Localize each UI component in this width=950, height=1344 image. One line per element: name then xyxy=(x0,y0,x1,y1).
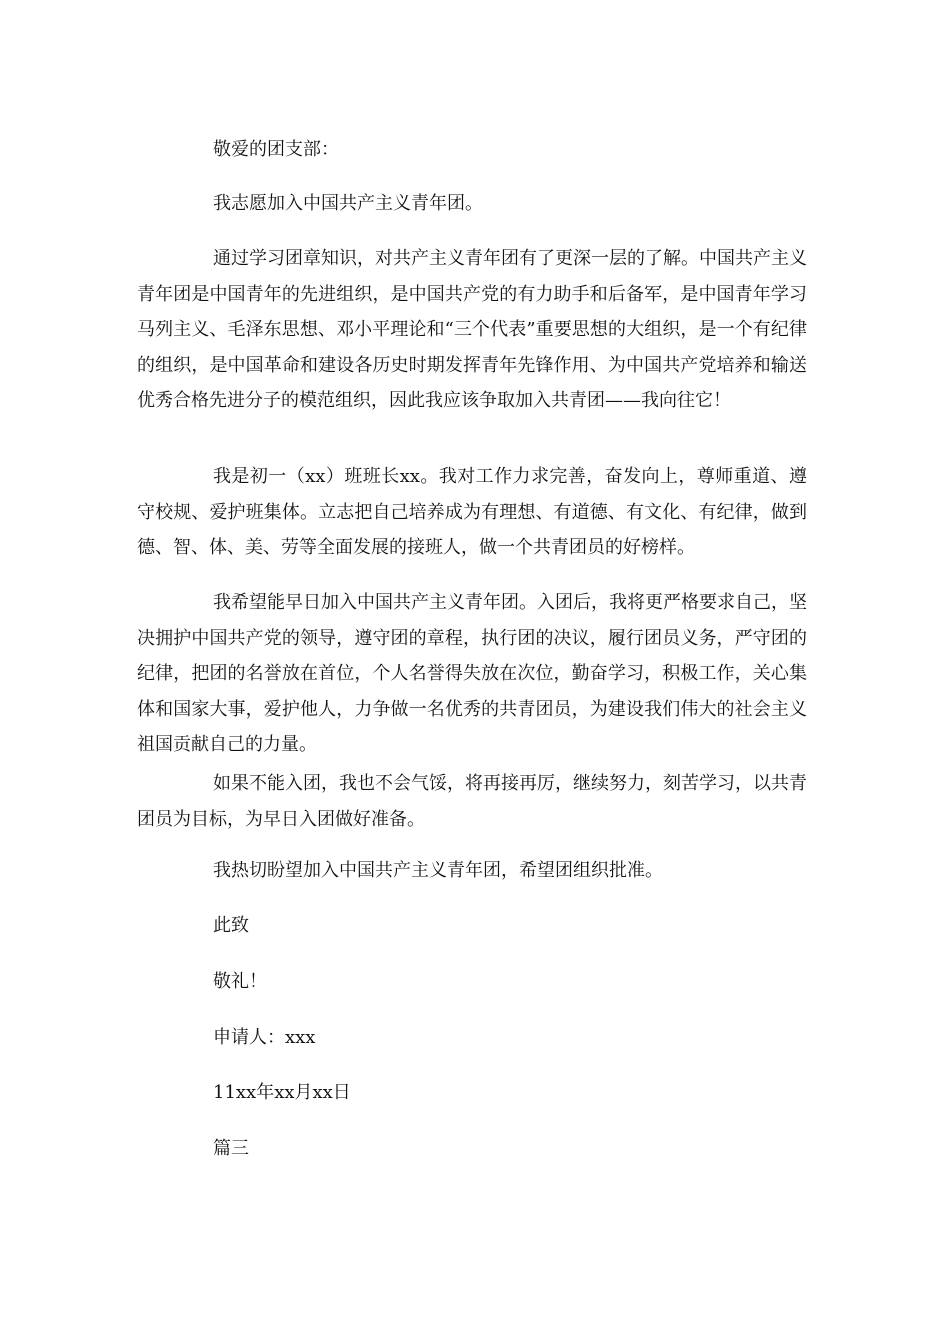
date-line: 11xx年xx月xx日 xyxy=(213,1082,351,1103)
closing-wish: 我热切盼望加入中国共产主义青年团，希望团组织批准。 xyxy=(213,860,663,881)
section-heading: 篇三 xyxy=(213,1138,249,1159)
paragraph-1: 通过学习团章知识，对共产主义青年团有了更深一层的了解。中国共产主义青年团是中国青年的先进组织，是中国共产党的有力助手和后备军，是中国青年学习马列主义、毛泽东思想、邓小平理论和“三个代表”重要思想的大组织，是一个有纪律的组织，是中国革命和建设各历史时期发挥青年先锋作用、为中国共产党培养和输送优秀合格先进分子的模范组织，因此我应该争取加入共青团——我向往它！ xyxy=(137,248,807,411)
applicant-line: 申请人：xxx xyxy=(213,1027,316,1048)
paragraph-3: 我希望能早日加入中国共产主义青年团。入团后，我将更严格要求自己，坚决拥护中国共产党的领导，遵守团的章程，执行团的决议，履行团员义务，严守团的纪律，把团的名誉放在首位，个人名誉得失放在次位，勤奋学习，积极工作，关心集体和国家大事，爱护他人，力争做一名优秀的共青团员，为建设我们伟大的社会主义祖国贡献自己的力量。 xyxy=(137,592,807,755)
salutation: 敬爱的团支部： xyxy=(213,139,339,160)
closing-respect: 敬礼！ xyxy=(213,971,267,992)
intro-line: 我志愿加入中国共产主义青年团。 xyxy=(213,193,483,214)
closing-greeting: 此致 xyxy=(213,915,249,936)
paragraph-4: 如果不能入团，我也不会气馁，将再接再厉，继续努力，刻苦学习，以共青团员为目标，为早日入团做好准备。 xyxy=(137,773,807,830)
paragraph-2: 我是初一（xx）班班长xx。我对工作力求完善，奋发向上，尊师重道、遵守校规、爱护班集体。立志把自己培养成为有理想、有道德、有文化、有纪律，做到德、智、体、美、劳等全面发展的接班人，做一个共青团员的好榜样。 xyxy=(137,466,807,558)
